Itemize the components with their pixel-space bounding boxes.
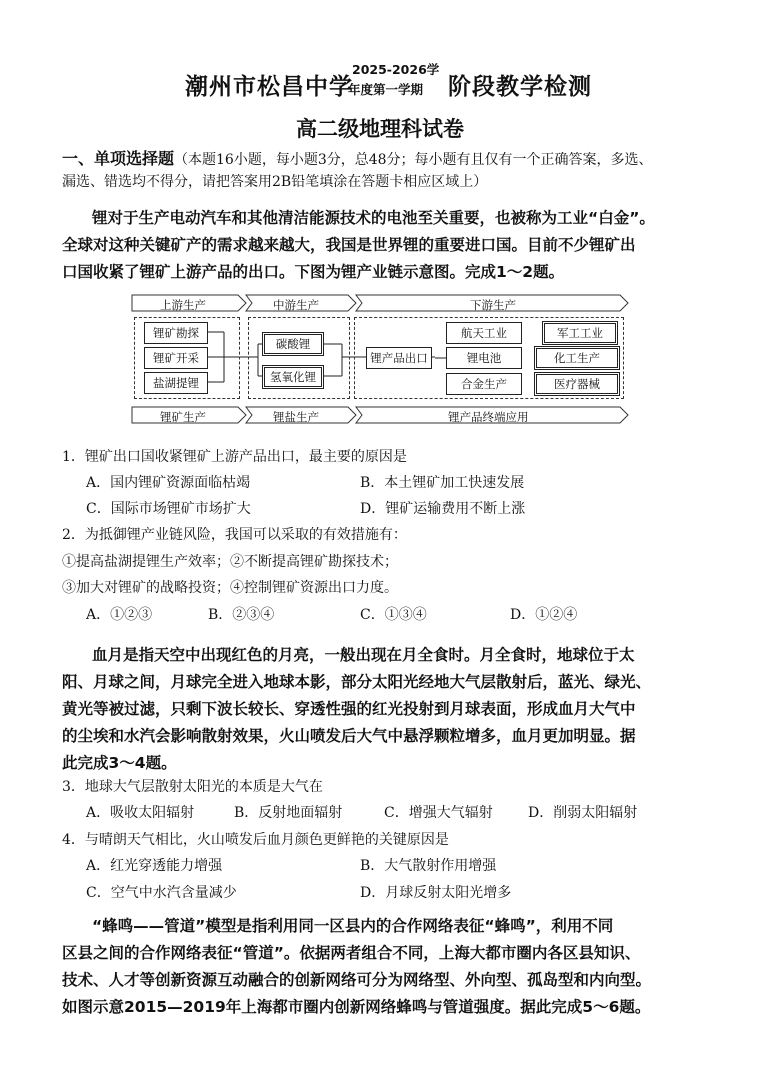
exam-header (0, 62, 760, 106)
section-heading (62, 148, 722, 193)
question-1-option-b: B．本土锂矿加工快速发展 (360, 475, 525, 491)
question-1-option-c: C．国际市场锂矿市场扩大 (86, 501, 251, 517)
passage-line: 技术、人才等创新资源互动融合的创新网络可分为网络型、外向型、孤岛型和内向型。 (62, 971, 652, 989)
exam-subtitle: 高二级地理科试卷 (296, 117, 464, 141)
node-chemical: 化工生产 (534, 346, 620, 370)
school-year-line2: 年度第一学期 (348, 82, 424, 97)
question-2-statements-2: ③加大对锂矿的战略投资；④控制锂矿资源出口力度。 (62, 580, 398, 596)
passage-line: 黄光等被过滤，只剩下波长较长、穿透性强的红光投射到月球表面，形成血月大气中 (62, 700, 636, 718)
section-instructions-2: 漏选、错选均不得分，请把答案用2B铅笔填涂在答题卡相应区域上） (62, 174, 488, 190)
node-lithium-carbonate: 碳酸锂 (262, 332, 324, 356)
node-medical: 医疗器械 (534, 372, 620, 396)
passage-line: 锂对于生产电动汽车和其他清洁能源技术的电池至关重要，也被称为工业“白金”。 (92, 209, 655, 227)
passage-lithium (62, 205, 722, 286)
node-export: 锂产品出口 (366, 347, 432, 369)
question-3-option-a: A．吸收太阳辐射 (86, 805, 195, 821)
question-2-statements-1: ①提高盐湖提锂生产效率；②不断提高锂矿勘探技术； (62, 554, 398, 570)
passage-line: 口国收紧了锂矿上游产品的出口。下图为锂产业链示意图。完成1～2题。 (62, 263, 565, 281)
node-exploration: 锂矿勘探 (144, 322, 208, 344)
question-3-option-c: C．增强大气辐射 (384, 805, 493, 821)
passage-line: 全球对这种关键矿产的需求越来越大，我国是世界锂的重要进口国。目前不少锂矿出 (62, 236, 636, 254)
arrow-upstream-label: 上游生产 (160, 298, 206, 312)
question-4-option-a: A．红光穿透能力增强 (86, 858, 223, 874)
lithium-chain-diagram (130, 292, 630, 430)
question-1-option-a: A．国内锂矿资源面临枯竭 (86, 475, 251, 491)
node-aerospace: 航天工业 (446, 322, 522, 344)
question-2-stem: 2．为抵御锂产业链风险，我国可以采取的有效措施有： (62, 527, 407, 543)
question-4-option-b: B．大气散射作用增强 (360, 858, 497, 874)
question-3-option-d: D．削弱太阳辐射 (528, 805, 638, 821)
node-military: 军工工业 (542, 321, 618, 345)
passage-line: 如图示意2015—2019年上海都市圈内创新网络蜂鸣与管道强度。据此完成5～6题。 (62, 998, 651, 1016)
arrow-salt-label: 锂盐生产 (273, 410, 319, 424)
section-title: 一、单项选择题 (62, 149, 175, 168)
school-name: 潮州市松昌中学 (185, 74, 353, 100)
node-mining: 锂矿开采 (144, 347, 208, 369)
question-1-stem: 1．锂矿出口国收紧锂矿上游产品出口，最主要的原因是 (62, 449, 407, 465)
node-battery: 锂电池 (446, 347, 522, 369)
passage-line: 阳、月球之间，月球完全进入地球本影，部分太阳光经地大气层散射后，蓝光、绿光、 (62, 673, 652, 691)
question-2-option-c: C．①③④ (360, 607, 427, 623)
passage-line: “蜂鸣——管道”模型是指利用同一区县内的合作网络表征“蜂鸣”，利用不同 (92, 917, 614, 935)
question-4-option-d: D．月球反射太阳光增多 (360, 885, 512, 901)
arrow-downstream-label: 下游生产 (470, 298, 516, 312)
question-4-stem: 4．与晴朗天气相比，火山喷发后血月颜色更鲜艳的关键原因是 (62, 832, 449, 848)
arrow-midstream-label: 中游生产 (273, 298, 319, 312)
node-lithium-hydroxide: 氢氧化锂 (262, 365, 324, 389)
node-salt-lake: 盐湖提锂 (144, 372, 208, 394)
question-2-option-b: B．②③④ (208, 607, 275, 623)
question-2-option-a: A．①②③ (86, 607, 153, 623)
question-2-option-d: D．①②④ (510, 607, 578, 623)
arrow-ore-label: 锂矿生产 (160, 410, 206, 424)
passage-line: 血月是指天空中出现红色的月亮，一般出现在月全食时。月全食时，地球位于太 (92, 646, 635, 664)
question-4-option-c: C．空气中水汽含量减少 (86, 885, 237, 901)
passage-line: 区县之间的合作网络表征“管道”。依据两者组合不同，上海大都市圈内各区县知识、 (62, 944, 641, 962)
question-1-option-d: D．锂矿运输费用不断上涨 (360, 501, 526, 517)
node-alloy: 合金生产 (446, 373, 522, 395)
passage-blood-moon (62, 642, 722, 777)
arrow-terminal-label: 锂产品终端应用 (448, 410, 529, 424)
question-3-stem: 3．地球大气层散射太阳光的本质是大气在 (62, 779, 323, 795)
question-3-option-b: B．反射地面辐射 (234, 805, 343, 821)
passage-line: 此完成3～4题。 (62, 754, 177, 772)
school-year-line1: 2025-2026学 (352, 62, 440, 77)
passage-line: 的尘埃和水汽会影响散射效果，火山喷发后大气中悬浮颗粒增多，血月更加明显。据 (62, 727, 636, 745)
section-instructions-1: （本题16小题，每小题3分，总48分；每小题有且仅有一个正确答案，多选、 (174, 152, 653, 168)
exam-name: 阶段教学检测 (448, 74, 592, 100)
passage-buzz-pipeline (62, 913, 722, 1021)
